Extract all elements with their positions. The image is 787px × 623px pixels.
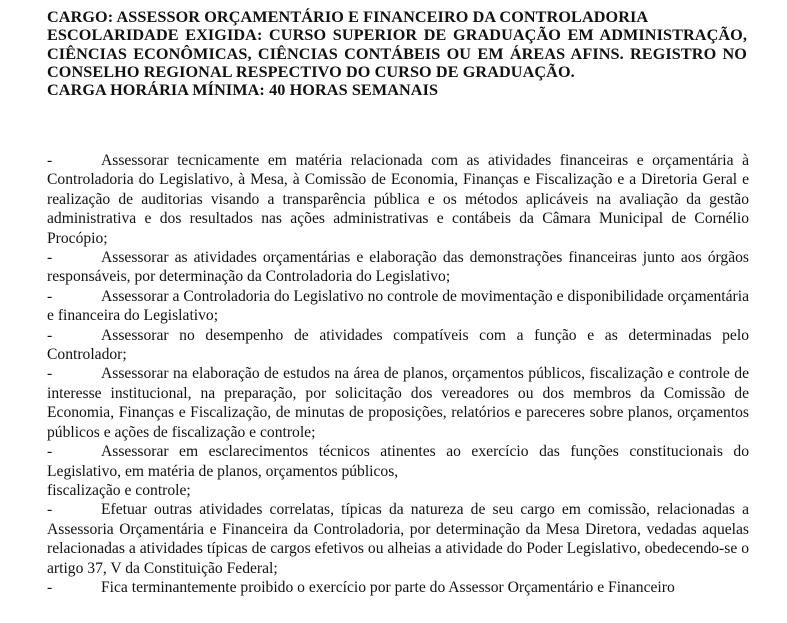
list-item xyxy=(47,287,749,326)
list-item-text: Fica terminantemente proibido o exercício por parte do Assessor Orçamentário e Financeiro xyxy=(101,578,675,596)
list-item-text: Assessorar no desempenho de atividades compatíveis com a função e as determinadas pelo Controlador; xyxy=(47,326,749,364)
bullet-dash: - xyxy=(47,501,53,519)
job-header xyxy=(47,8,747,99)
bullet-dash: - xyxy=(47,287,53,305)
list-item-text: Assessorar a Controladoria do Legislativo no controle de movimentação e disponibilidade orçamentária e financeira do Legislativo; xyxy=(47,287,749,325)
list-item-text: Efetuar outras atividades correlatas, típicas da natureza de seu cargo em comissão, relacionadas a Assessoria Orçamentária e Financeira da Controladoria, por determinação da Mesa Diretora, vedadas aquelas relacionadas a atividades típicas de cargos efetivos ou alheias a atividade do Poder Legislativo, obedecendo-se o artigo 37, V da Constituição Federal; xyxy=(47,501,749,577)
list-item-text: Assessorar tecnicamente em matéria relacionada com as atividades financeiras e orçamentária à Controladoria do Legislativo, à Mesa, à Comissão de Economia, Finanças e Fiscalização e a Diretoria Geral e realização de auditorias visando a transparência pública e os métodos aplicáveis na avaliação da gestão administrativa e dos resultados nas ações administrativas e contábeis da Câmara Municipal de Cornélio Procópio; xyxy=(47,152,749,247)
list-item xyxy=(47,151,749,248)
list-item xyxy=(47,364,749,442)
job-title: CARGO: ASSESSOR ORÇAMENTÁRIO E FINANCEIRO DA CONTROLADORIA xyxy=(47,8,649,26)
bullet-dash: - xyxy=(47,365,53,383)
list-item xyxy=(47,248,749,287)
bullet-dash: - xyxy=(47,326,53,344)
list-item xyxy=(47,578,749,597)
list-item-text: Assessorar as atividades orçamentárias e elaboração das demonstrações financeiras junto aos órgãos responsáveis, por determinação da Controladoria do Legislativo; xyxy=(47,249,749,286)
bullet-dash: - xyxy=(47,443,53,461)
list-item xyxy=(47,442,749,500)
workload: CARGA HORÁRIA MÍNIMA: 40 HORAS SEMANAIS xyxy=(47,81,439,100)
list-item-continuation: fiscalização e controle; xyxy=(47,481,191,499)
list-item xyxy=(47,326,749,365)
bullet-dash: - xyxy=(47,249,53,267)
education-requirement: ESCOLARIDADE EXIGIDA: CURSO SUPERIOR DE GRADUAÇÃO EM ADMINISTRAÇÃO, CIÊNCIAS ECONÔMICAS, CIÊNCIAS CONTÁBEIS OU EM ÁREAS AFINS. REGISTRO NO CONSELHO REGIONAL RESPECTIVO DO CURSO DE GRADUAÇÃO. xyxy=(47,26,747,81)
bullet-dash: - xyxy=(47,152,53,169)
bullet-dash: - xyxy=(47,578,53,596)
duties-list xyxy=(47,151,749,597)
list-item xyxy=(47,500,749,578)
list-item-text: Assessorar na elaboração de estudos na área de planos, orçamentos públicos, fiscalização e controle de interesse institucional, na preparação, por solicitação dos vereadores ou dos membros da Comissão de Economia, Finanças e Fiscalização, de minutas de proposições, relatórios e pareceres sobre planos, orçamentos públicos e ações de fiscalização e controle; xyxy=(47,365,749,441)
list-item-text: Assessorar em esclarecimentos técnicos atinentes ao exercício das funções constitucionais do Legislativo, em matéria de planos, orçamentos públicos, xyxy=(47,443,749,480)
